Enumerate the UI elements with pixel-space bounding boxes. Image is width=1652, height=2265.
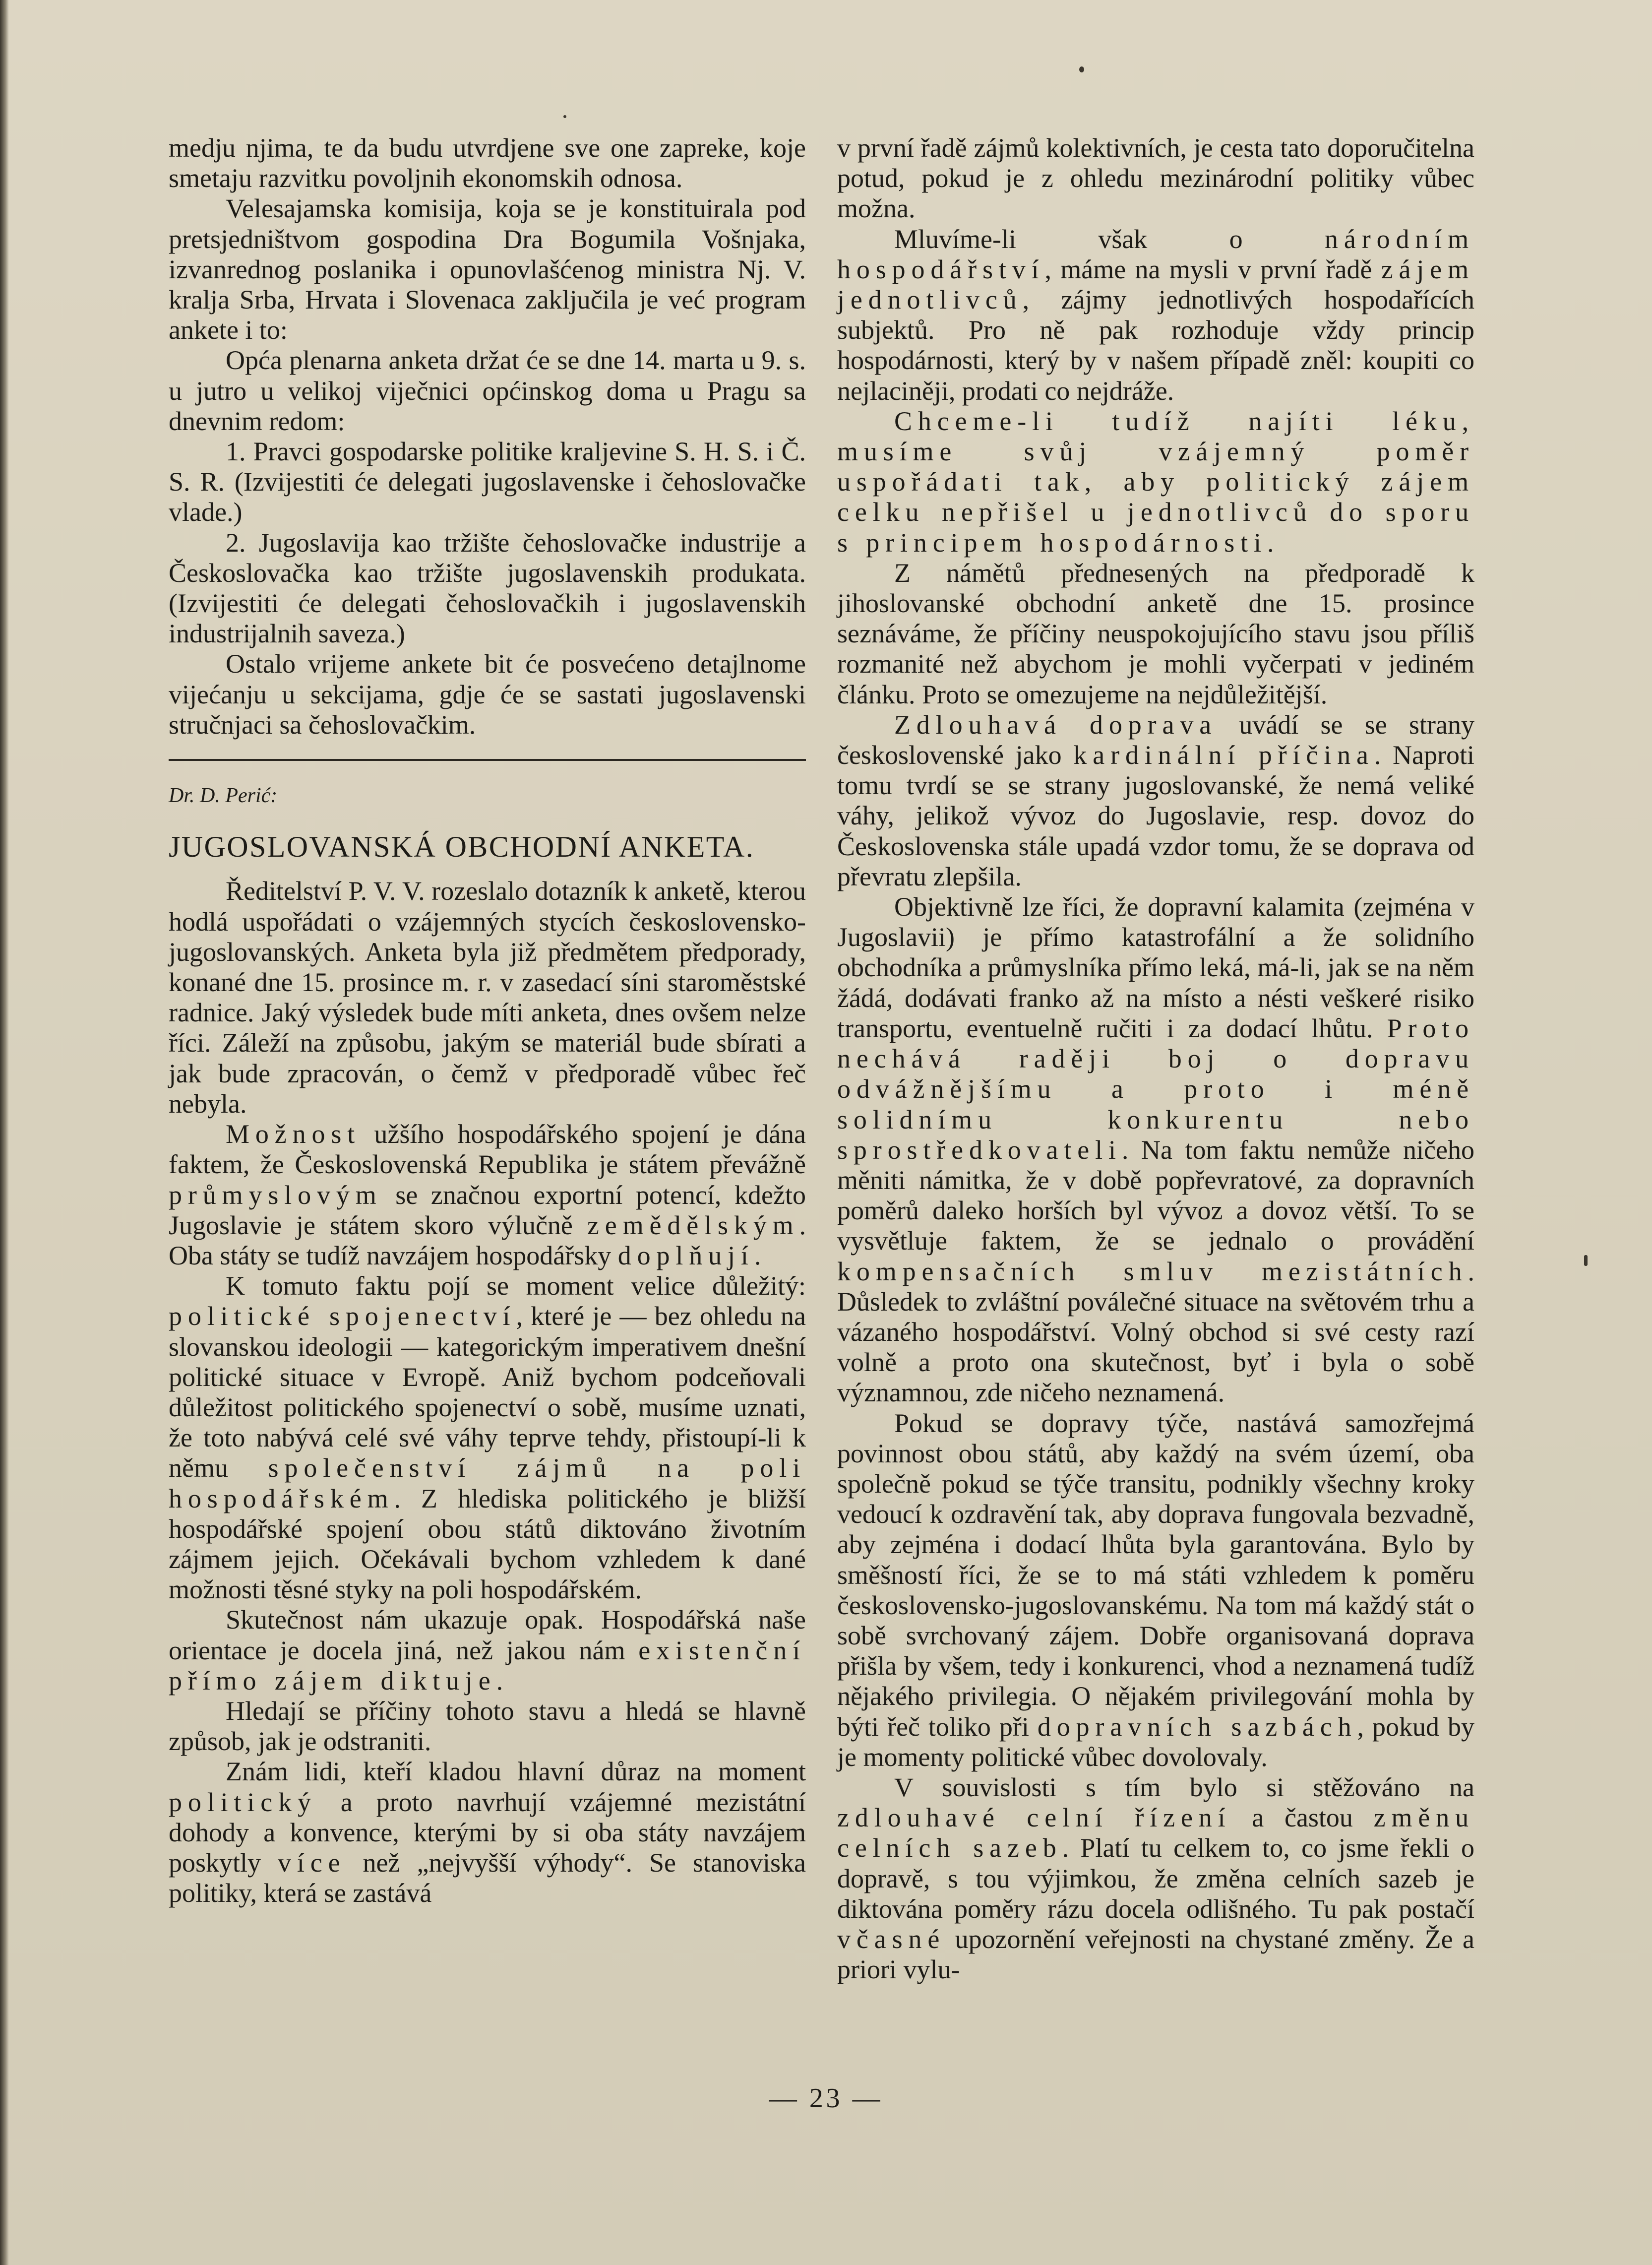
spaced-emphasis: společenství zájmů na poli hospodářském (169, 1453, 806, 1513)
spaced-emphasis: zájem jednotlivců (837, 254, 1474, 315)
spaced-emphasis: doplňují (617, 1240, 754, 1270)
left-column (169, 133, 806, 1908)
spaced-emphasis: více (278, 1847, 346, 1878)
text-run: K tomuto faktu pojí se moment velice důležitý: (226, 1271, 806, 1301)
paragraph: Ředitelství P. V. V. rozeslalo dotazník k anketě, kterou hodlá uspořádati o vzájemných stycích československo-jugoslovanských. Anketa byla již předmětem předporady, konané dne 15. prosince m. r. v zasedací síni staroměstské radnice. Jaký výsledek bude míti anketa, dnes ovšem nelze říci. Záleží na způsobu, jakým se materiál bude sbírati a jak bude zpracován, o čemž v předporadě vůbec řeč nebyla. (169, 876, 806, 1119)
text-run: , pokud by je momenty politické vůbec dovolovaly. (837, 1711, 1474, 1772)
paragraph: Z námětů přednesených na předporadě k jihoslovanské obchodní anketě dne 15. prosince seznáváme, že příčiny neuspokojujícího stavu jsou příliš rozmanité než abychom je mohli vyčerpati v jediném článku. Proto se omezujeme na nejdůležitější. (837, 558, 1474, 709)
text-run: . (754, 1240, 761, 1270)
text-run: než „nejvyšší výhody“. Se stanoviska politiky, která se zastává (169, 1847, 806, 1908)
text-run: Mluvíme-li však o (894, 224, 1325, 254)
paragraph (169, 1119, 806, 1271)
paragraph (169, 1757, 806, 1908)
section-divider (169, 759, 806, 761)
paragraph (837, 1408, 1474, 1772)
spaced-emphasis: zemědělským (587, 1210, 799, 1240)
text-run: . (1267, 527, 1274, 558)
paragraph (837, 1772, 1474, 1985)
spaced-emphasis: změnu celních sazeb (837, 1803, 1474, 1863)
text-run: . Z hlediska politického je bližší hospodářské spojení obou států diktováno životním zájmem jejich. Očekávali bychom vzhledem k dané možnosti těsné styky na poli hospodářském. (169, 1483, 806, 1605)
paragraph: v první řadě zájmů kolektivních, je cesta tato doporučitelna potud, pokud je z ohledu mezinárodní politiky vůbec možna. (837, 133, 1474, 224)
text-run: Znám lidi, kteří kladou hlavní důraz na moment (226, 1757, 806, 1787)
text-run: upozornění veřejnosti na chystané změny. Že a priori vylu- (837, 1924, 1474, 1985)
spaced-emphasis: politický (169, 1787, 317, 1817)
paragraph: Ostalo vrijeme ankete bit će posvećeno detajlnome vijećanju u sekcijama, gdje će se sastati jugoslavenski stručnjaci sa čehoslovačkim. (169, 649, 806, 740)
ink-speck (563, 115, 566, 118)
text-run: a častou (1231, 1803, 1374, 1833)
text-run: , které je — bez ohledu na slovanskou ideologii — kategorickým imperativem dnešní politické situace v Evropě. Aniž bychom podceňovali důležitost politického spojenectví o sobě, musíme uznati, že toto nabývá celé své váhy teprve tehdy, přistoupí-li k němu (169, 1301, 806, 1483)
spaced-emphasis: Chceme-li tudíž najíti léku, musíme svůj vzájemný poměr uspořádati tak, aby politický zájem celku nepřišel u jednotlivců do sporu s principem hospodárnosti (837, 406, 1474, 558)
spaced-emphasis: politické spojenectví (169, 1301, 516, 1331)
article-author: Dr. D. Perić: (169, 784, 278, 808)
paragraph (837, 710, 1474, 892)
text-run: Objektivně lze říci, že dopravní kalamita (zejména v Jugoslavii) je přímo katastrofální a že solidního obchodníka a průmyslníka přímo leká, má-li, jak se na něm žádá, dodávati franko až na místo a nésti veškeré risiko transportu, eventuelně ručiti i za dodací lhůtu. (837, 892, 1474, 1043)
paragraph (169, 1271, 806, 1605)
text-run: . Na tom faktu nemůže ničeho měniti námitka, že v době popřevratové, za dopravních poměrů daleko horších byl vývoz a dovoz větší. To se vysvětluje faktem, že se jednalo o provádění (837, 1134, 1474, 1256)
text-run: užšího hospodářského spojení je dána faktem, že Československá Republika je státem převážně (169, 1119, 806, 1180)
paragraph: Hledají se příčiny tohoto stavu a hledá se hlavně způsob, jak je odstraniti. (169, 1696, 806, 1757)
ink-speck (1584, 1255, 1588, 1266)
page-number: — 23 — (769, 2083, 883, 2114)
text-run: se značnou exportní potencí, kdežto Jugoslavie je státem skoro výlučně (169, 1180, 806, 1240)
agenda-item: 2. Jugoslavija kao tržište čehoslovačke industrije a Českoslovačka kao tržište jugoslavenskih produkata. (Izvijestiti će delegati čehoslovačkih i jugoslavenskih industrijalnih saveza.) (169, 527, 806, 649)
ink-speck (1079, 66, 1084, 72)
text-run: . Oba státy se tudíž navzájem hospodářsky (169, 1210, 806, 1270)
text-run: , zájmy jednotlivých hospodařících subjektů. Pro ně pak rozhoduje vždy princip hospodárnosti, který by v našem případě zněl: koupiti co nejlaciněji, prodati co nejdráže. (837, 285, 1474, 406)
text-run: uvádí se se strany československé jako (837, 709, 1474, 770)
spaced-emphasis: průmyslovým (169, 1180, 382, 1210)
text-run: V souvislosti s tím bylo si stěžováno na (894, 1772, 1474, 1802)
text-run: . (496, 1665, 503, 1696)
text-run: Skutečnost nám ukazuje opak. Hospodářská naše orientace je docela jiná, než jakou nám (169, 1605, 806, 1665)
spaced-emphasis: kompensačních smluv mezistátních (837, 1256, 1468, 1286)
paragraph (837, 892, 1474, 1408)
spaced-emphasis: kardinální příčina (1073, 740, 1374, 770)
spaced-emphasis: Možnost (226, 1119, 361, 1149)
text-run: . Důsledek to zvláštní poválečné situace na světovém trhu a vázaného hospodářství. Volný obchod si své cesty razí volně a proto ona skutečnost, byť i byla o sobě významnou, zde ničeho neznamená. (837, 1256, 1474, 1408)
article-headline: JUGOSLOVANSKÁ OBCHODNÍ ANKETA. (169, 830, 755, 864)
spaced-emphasis: Zdlouhavá doprava (894, 709, 1218, 740)
text-run: a proto navrhují vzájemné mezistátní dohody a konvence, kterými by si oba státy navzájem poskytly (169, 1787, 806, 1878)
text-run: Pokud se dopravy týče, nastává samozřejmá povinnost obou států, aby každý na svém území, oba společně pokud se týče transitu, podnikly všechny kroky vedoucí k ozdravění tak, aby doprava fungovala bezvadně, aby zejména i dodací lhůta byla garantována. Bylo by směšností říci, že se to má státi vzhledem k poměru československo-jugoslovanskému. Na tom má každý stát o sobě svrchovaný zájem. Dobře organisovaná doprava přišla by všem, tedy i konkurenci, vhod a neznamená tudíž nějakého privilegia. O nějakém privilegování mohla by býti řeč toliko při (837, 1408, 1474, 1742)
agenda-item: 1. Pravci gospodarske politike kraljevine S. H. S. i Č. S. R. (Izvijestiti će delegati jugoslavenske i čehoslovačke vlade.) (169, 437, 806, 527)
text-run: . Platí tu celkem to, co jsme řekli o dopravě, s tou výjimkou, že změna celních sazeb je diktována poměry rázu docela odlišného. Tu pak postačí (837, 1833, 1474, 1924)
right-column (837, 133, 1474, 1985)
paragraph: Velesajamska komisija, koja se je konstituirala pod pretsjedništvom gospodina Dra Bogumila Vošnjaka, izvanrednog poslanika i opunovlašćenog ministra Nj. V. kralja Srba, Hrvata i Slovenaca zaključila je već program ankete i to: (169, 193, 806, 345)
text-run: , máme na mysli v první řadě (1044, 254, 1381, 284)
paragraph: Opća plenarna anketa držat će se dne 14. marta u 9. s. u jutro u velikoj viječnici općinskog doma u Pragu sa dnevnim redom: (169, 345, 806, 436)
paragraph (837, 406, 1474, 558)
paragraph: medju njima, te da budu utvrdjene sve one zapreke, koje smetaju razvitku povoljnih ekonomskih odnosa. (169, 133, 806, 193)
spaced-emphasis: národním hospodářství (837, 224, 1474, 284)
paragraph (169, 1605, 806, 1696)
spaced-emphasis: existenční přímo zájem diktuje (169, 1635, 806, 1696)
text-run: . Naproti tomu tvrdí se se strany jugoslovanské, že nemá veliké váhy, jelikož vývoz do Jugoslavie, resp. dovoz do Československa stále upadá vzdor tomu, že se doprava od převratu zlepšila. (837, 740, 1475, 891)
paragraph (837, 224, 1474, 406)
spaced-emphasis: včasné (837, 1924, 946, 1954)
spaced-emphasis: Proto nechává raději boj o dopravu odvážnějšímu a proto i méně solidnímu konkurentu nebo sprostředkovateli (837, 1013, 1474, 1165)
spaced-emphasis: zdlouhavé celní řízení (837, 1803, 1231, 1833)
spaced-emphasis: dopravních sazbách (1037, 1711, 1357, 1742)
page-edge-shadow (0, 0, 9, 2265)
